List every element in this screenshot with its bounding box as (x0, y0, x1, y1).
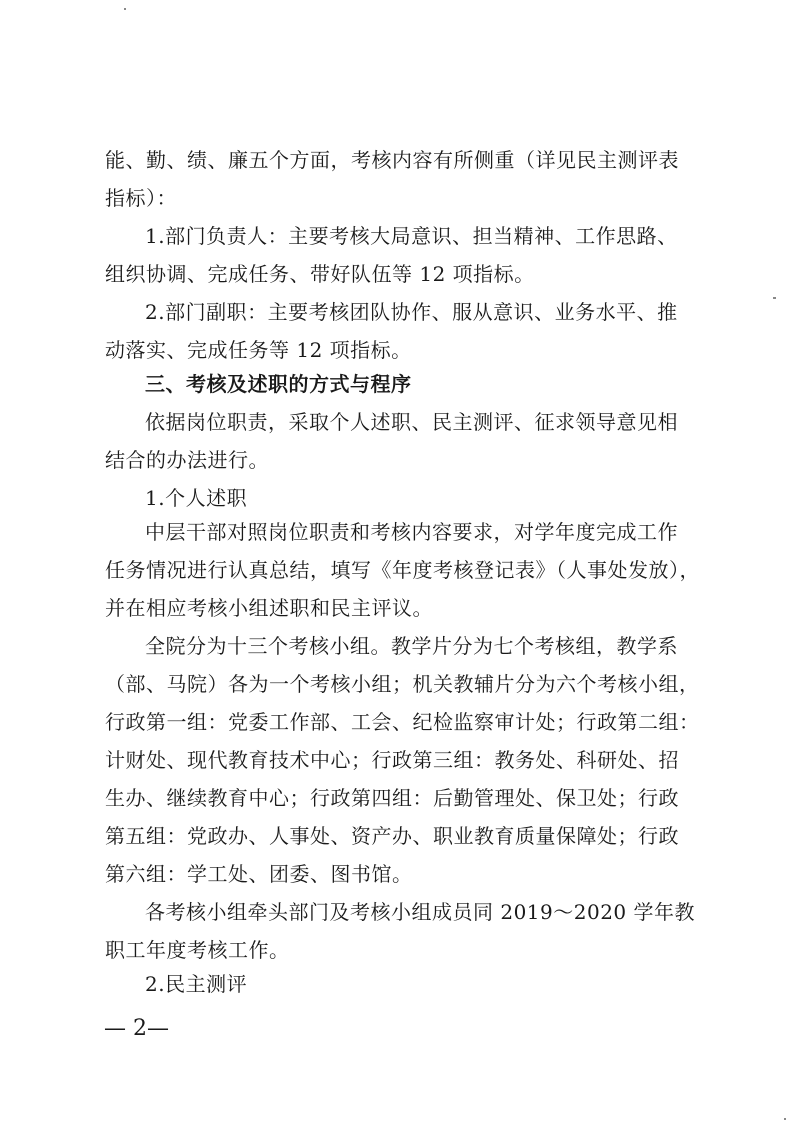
scan-speck (784, 1118, 786, 1120)
text-line: 各考核小组牵头部门及考核小组成员同 2019～2020 学年教 (145, 900, 696, 924)
subheading: 2.民主测评 (145, 972, 248, 996)
text-line: 第五组：党政办、人事处、资产办、职业教育质量保障处；行政 (105, 824, 679, 848)
page-number: — 2— (104, 1016, 169, 1041)
section-heading: 三、考核及述职的方式与程序 (145, 372, 412, 396)
text-line: 行政第一组：党委工作部、工会、纪检监察审计处；行政第二组： (105, 710, 700, 734)
text-line: 能、勤、绩、廉五个方面，考核内容有所侧重（详见民主测评表 (105, 148, 679, 172)
text-line: （部、马院）各为一个考核小组；机关教辅片分为六个考核小组， (105, 672, 700, 696)
text-line: 第六组：学工处、团委、图书馆。 (105, 862, 413, 886)
text-line: 结合的办法进行。 (105, 448, 269, 472)
text-line: 全院分为十三个考核小组。教学片分为七个考核组，教学系 (145, 634, 678, 658)
text-line: 职工年度考核工作。 (105, 938, 290, 962)
scan-speck (773, 297, 776, 299)
text-line: 组织协调、完成任务、带好队伍等 12 项指标。 (105, 262, 535, 286)
text-line: 任务情况进行认真总结，填写《年度考核登记表》（人事处发放）， (105, 558, 700, 582)
scan-speck (124, 8, 126, 10)
text-line: 指标）： (105, 186, 177, 210)
text-line: 动落实、完成任务等 12 项指标。 (105, 338, 412, 362)
text-line: 依据岗位职责，采取个人述职、民主测评、征求领导意见相 (145, 410, 678, 434)
subheading: 1.个人述职 (145, 486, 248, 510)
text-line: 计财处、现代教育技术中心；行政第三组：教务处、科研处、招 (105, 748, 679, 772)
text-line: 中层干部对照岗位职责和考核内容要求，对学年度完成工作 (145, 520, 678, 544)
text-line: 并在相应考核小组述职和民主评议。 (105, 596, 433, 620)
text-line: 生办、继续教育中心；行政第四组：后勤管理处、保卫处；行政 (105, 786, 679, 810)
text-line: 2.部门副职：主要考核团队协作、服从意识、业务水平、推 (145, 300, 678, 324)
text-line: 1.部门负责人：主要考核大局意识、担当精神、工作思路、 (145, 224, 678, 248)
